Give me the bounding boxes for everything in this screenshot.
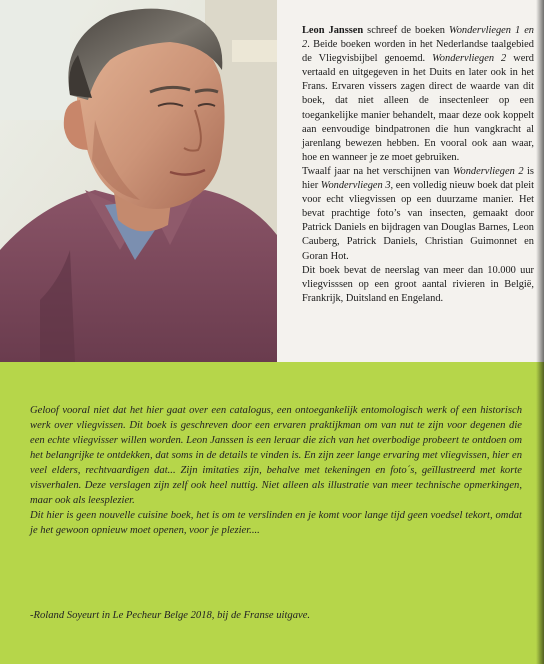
author-photo	[0, 0, 277, 362]
book-title: Wondervliegen 2	[452, 165, 524, 177]
cover-edge-shadow	[536, 0, 544, 664]
bio-text: werd vertaald en uitgegeven in het Duits en later ook in het Frans. Ervaren vissers zagen direct de waarde van dit boek, dat niet alleen de insectenleer op een toegankelijke manier behandelt, maar deze ook koppelt aan eenvoudige bindpatronen die hun vangkracht al jarenlang bewezen hebben. En vooral ook aan waar, hoe en wanneer je ze moet gebruiken.	[302, 53, 534, 163]
bio-text: is hier	[302, 165, 534, 192]
review-credit: -Roland Soyeurt in Le Pecheur Belge 2018, bij de Franse uitgave.	[30, 610, 311, 621]
book-title: Wondervliegen 2	[432, 53, 507, 65]
review-paragraph: Dit hier is geen nouvelle cuisine boek, het is om te verslinden en je komt voor lange tijd geen voedsel tekort, omdat je het gewoon opnieuw moet openen, voor je plezier....	[30, 510, 522, 537]
bio-text: , een volledig nieuw boek dat pleit voor echt vliegvissen op een duurzame manier. Het bevat prachtige foto’s van insecten, gemaakt door Patrick Daniels en bijdragen van Douglas Barnes, Leon Cauberg, Patrick Daniels, Christian Guimonnet en Goran Hot.	[302, 180, 534, 262]
review-paragraph: Geloof vooral niet dat het hier gaat over een catalogus, een ontoegankelijk entomologisch werk of een historisch werk over vliegvissen. Dit boek is geschreven door een ervaren praktijkman om van nut te zijn voor degenen die een echte vliegvisser willen worden. Leon Janssen is een leraar die zich van het overbodige probeert te ontdoen om het belangrijke te ontdekken, dat soms in de details te vinden is. En zijn zeer lange ervaring met vliegvissen, hier en veel elders, rechtvaardigen dat... Zijn imitaties zijn, behalve met tekeningen en foto´s, geïllustreerd met korte visverhalen. Deze verslagen zijn zelf ook heel nuttig. Niet alleen als illustratie van meer technische opmerkingen, maar ook als leesplezier.	[30, 405, 522, 507]
bio-paragraph	[302, 165, 534, 264]
bio-text: Twaalf jaar na het verschijnen van	[302, 165, 453, 177]
bio-text: schreef de boeken	[363, 25, 450, 36]
author-bio	[302, 24, 534, 306]
book-title: Wondervliegen 3	[320, 180, 391, 192]
author-portrait-image	[0, 0, 277, 362]
bio-text: . Beide boeken worden in het Nederlandse taalgebied de Vliegvisbijbel genoemd.	[302, 39, 534, 65]
author-name: Leon Janssen	[302, 25, 364, 36]
book-title: en 2	[302, 25, 534, 51]
book-title: Wondervliegen 1	[449, 25, 521, 36]
review-blurb	[30, 403, 522, 538]
bio-paragraph	[302, 24, 534, 165]
bio-paragraph: Dit boek bevat de neerslag van meer dan 10.000 uur vliegvisssen op een groot aantal rivieren in België, Frankrijk, Duitsland en Engeland.	[302, 264, 534, 304]
